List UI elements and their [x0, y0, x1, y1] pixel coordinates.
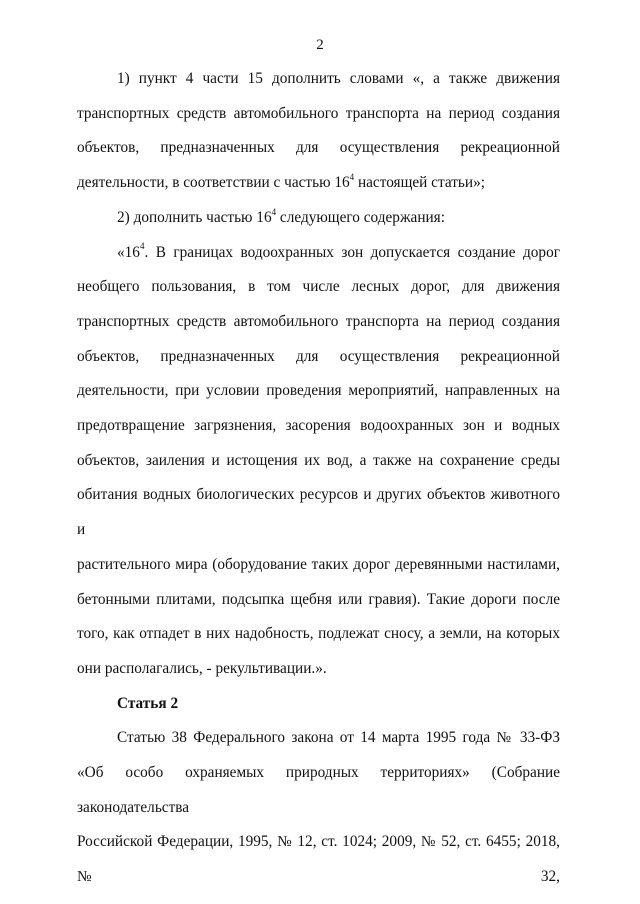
item-1-line-4-text: деятельности, в соответствии с частью 16: [77, 174, 350, 192]
superscript: 4: [271, 206, 277, 217]
part-16-4-line-7: объектов, заиления и истощения их вод, а также на сохранение среды: [77, 451, 560, 469]
article-2-heading: Статья 2: [117, 694, 179, 712]
part-16-4-line-9: растительного мира (оборудование таких дорог деревянными настилами,: [77, 555, 560, 573]
part-16-4-line-1-text: . В границах водоохранных зон допускается создание дорог: [144, 243, 560, 261]
item-2-line: [77, 201, 560, 236]
part-16-4-line-5: деятельности, при условии проведения мероприятий, направленных на: [77, 382, 560, 400]
superscript: 4: [139, 241, 145, 252]
item-2-paragraph: [77, 201, 560, 236]
part-16-4-line-6: предотвращение загрязнения, засорения водоохранных зон и водных: [77, 417, 560, 435]
part-16-4-line-4: объектов, предназначенных для осуществления рекреационной: [77, 347, 560, 365]
item-1-line-3: объектов, предназначенных для осуществления рекреационной: [77, 139, 560, 157]
part-16-4-number: «16: [117, 243, 140, 261]
superscript: 4: [349, 172, 355, 183]
part-16-4-paragraph: [77, 236, 560, 687]
part-16-4-line-3: транспортных средств автомобильного транспорта на период создания: [77, 312, 560, 330]
item-1-paragraph: [77, 62, 560, 201]
item-1-line-2: транспортных средств автомобильного транспорта на период создания: [77, 104, 560, 122]
page-number: 2: [316, 37, 324, 53]
item-2-tail: следующего содержания:: [276, 208, 445, 226]
item-2-text: 2) дополнить частью 16: [117, 208, 272, 226]
part-16-4-line-12: они располагались, - рекультивации.».: [77, 659, 327, 677]
part-16-4-line-2: необщего пользования, в том числе лесных дорог, для движения: [77, 278, 560, 296]
article-2-paragraph: [77, 721, 560, 895]
document-body: [77, 62, 560, 895]
item-1-line-4: [77, 166, 560, 201]
part-16-4-line-1: [77, 236, 560, 271]
part-16-4-line-10: бетонными плитами, подсыпка щебня или гравия). Такие дороги после: [77, 590, 560, 608]
article-2-line-2: «Об особо охраняемых природных территориях» (Собрание законодательства: [77, 764, 560, 816]
article-2-line-3: Российской Федерации, 1995, № 12, ст. 1024; 2009, № 52, ст. 6455; 2018, № 32,: [77, 833, 560, 886]
article-2-line-1: Статью 38 Федерального закона от 14 марта 1995 года № 33-ФЗ: [117, 729, 560, 747]
part-16-4-line-11: того, как отпадет в них надобность, подлежат сносу, а земли, на которых: [77, 625, 560, 643]
item-1-line-4-tail: настоящей статьи»;: [354, 174, 485, 192]
part-16-4-line-8: обитания водных биологических ресурсов и других объектов животного и: [77, 486, 560, 539]
item-1-line-1: 1) пункт 4 части 15 дополнить словами «, а также движения: [117, 70, 560, 87]
